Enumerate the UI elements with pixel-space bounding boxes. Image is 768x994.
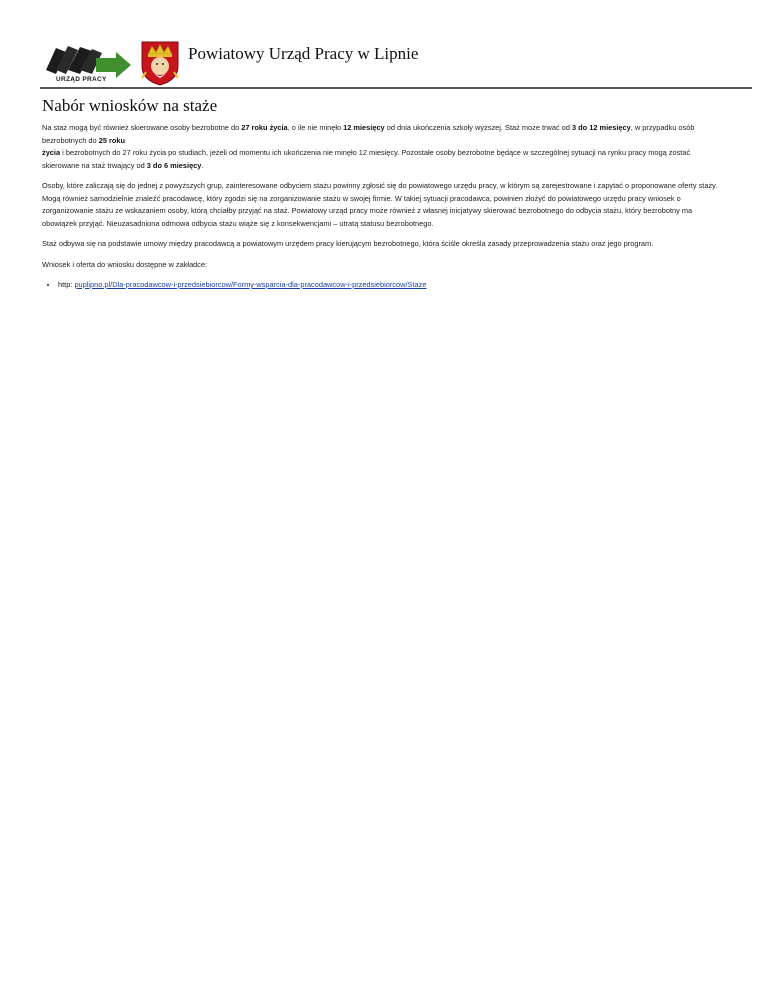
bold-text: 3 do 6 miesięcy xyxy=(146,160,202,170)
urzad-pracy-logo[interactable] xyxy=(40,40,132,86)
link-prefix: http: xyxy=(58,280,75,289)
paragraph-eligibility xyxy=(42,122,722,172)
bold-text: 3 do 12 miesięcy xyxy=(572,123,631,132)
bold-text: 27 roku życia xyxy=(241,123,288,132)
staze-link[interactable]: puplipno.pl/Dla-pracodawcow-i-przedsiebiorcow/Formy-wsparcia-dla-pracodawcow-i-przedsiebiorcow/Staze xyxy=(74,280,427,289)
text-run: od dnia ukończenia szkoły wyższej. Staż może trwać od xyxy=(384,123,572,132)
article xyxy=(42,96,722,291)
text-run: . xyxy=(201,160,204,170)
site-title[interactable]: Powiatowy Urząd Pracy w Lipnie xyxy=(188,44,419,63)
bold-text: 12 miesięcy xyxy=(343,123,385,132)
text-run: Na staż mogą być również skierowane osoby bezrobotne do xyxy=(42,123,242,132)
page-header xyxy=(40,36,752,86)
coat-of-arms-logo xyxy=(138,38,182,86)
article-title: Nabór wniosków na staże xyxy=(42,96,218,115)
list-item xyxy=(58,279,722,291)
text-run: i bezrobotnych do 27 roku życia po studiach, jeżeli od momentu ich ukończenia nie minęło 12 miesięcy. Pozostałe osoby bezrobotne będące w szczególnej sytuacji na rynku pracy mogą zostać skierowane na staż trwający od xyxy=(42,148,691,170)
header-divider xyxy=(40,87,752,89)
bold-text: życia xyxy=(42,148,61,157)
cards-arrow-icon xyxy=(40,40,132,80)
logo-caption: URZĄD PRACY xyxy=(56,76,107,83)
paragraph-application: Osoby, które zaliczają się do jednej z powyższych grup, zainteresowane odbyciem stażu powinny zgłosić się do powiatowego urzędu pracy, w którym są zarejestrowane i zapytać o proponowane oferty staży. Mogą również samodzielnie znaleźć pracodawcę, który zgodzi się na zorganizowanie stażu w swojej firmie. W takiej sytuacji pracodawca, powinien złożyć do powiatowego urzędu pracy wniosek o zorganizowanie stażu ze wskazaniem osoby, którą chciałby przyjąć na staż. Powiatowy urząd pracy może również z własnej inicjatywy skierować bezrobotnego do odbycia stażu, który bezrobotny ma obowiązek przyjąć. Nieuzasadniona odmowa odbycia stażu wiąże się z konsekwencjami – utratą statusu bezrobotnego. xyxy=(42,181,718,228)
link-list xyxy=(42,279,722,291)
text-run: , w przypadku osób bezrobotnych do xyxy=(42,123,695,145)
paragraph-forms-intro: Wniosek i oferta do wniosku dostępne w zakładce: xyxy=(42,259,208,269)
text-run: , o ile nie minęło xyxy=(287,123,344,132)
paragraph-agreement: Staż odbywa się na podstawie umowy między pracodawcą a powiatowym urzędem pracy kierującym bezrobotnego, która ściśle określa zasady przeprowadzenia stażu oraz jego program. xyxy=(42,239,654,248)
bold-text: 25 roku xyxy=(98,135,125,145)
